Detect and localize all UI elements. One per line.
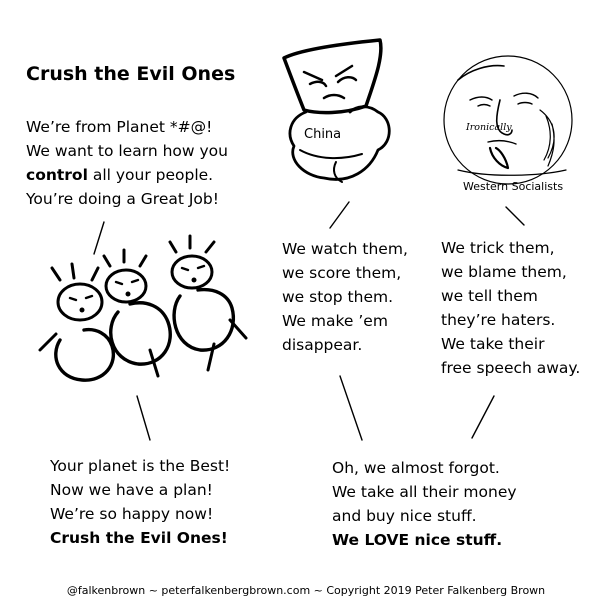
socialist-portrait — [444, 56, 572, 184]
reply-line-2: We take all their money — [332, 483, 517, 501]
intro-line-3 — [26, 163, 228, 187]
pointer-aliens — [137, 396, 150, 440]
aliens-line-2: Now we have a plan! — [50, 481, 213, 499]
china-line-2: we score them, — [282, 264, 402, 282]
pointer-socialists — [506, 207, 524, 225]
portrait-signature: Ironically — [466, 122, 512, 133]
intro-line-2: We want to learn how you — [26, 142, 228, 160]
intro-line-3-rest: all your people. — [87, 166, 214, 184]
intro-line-4: You’re doing a Great Job! — [26, 190, 219, 208]
socialists-speech — [441, 236, 580, 380]
pointer-reply-right — [472, 396, 494, 438]
china-line-5: disappear. — [282, 336, 363, 354]
western-socialists-sign: Western Socialists — [463, 180, 564, 193]
intro-control-word: control — [26, 166, 88, 184]
china-figure — [284, 40, 389, 182]
pointer-intro — [94, 222, 104, 254]
socialists-line-2: we blame them, — [441, 263, 567, 281]
china-speech — [282, 237, 408, 357]
pointer-china — [330, 202, 349, 228]
intro-line-1: We’re from Planet *#@! — [26, 118, 213, 136]
reply-line-3: and buy nice stuff. — [332, 507, 477, 525]
china-line-1: We watch them, — [282, 240, 408, 258]
aliens-speech — [50, 454, 230, 550]
pointer-reply-left — [340, 376, 362, 440]
intro-text — [26, 115, 228, 211]
reply-line-1: Oh, we almost forgot. — [332, 459, 500, 477]
aliens-line-1: Your planet is the Best! — [50, 457, 231, 475]
china-line-4: We make ’em — [282, 312, 388, 330]
socialists-line-4: they’re haters. — [441, 311, 556, 329]
copyright-footer: @falkenbrown ~ peterfalkenbergbrown.com ~ Copyright 2019 Peter Falkenberg Brown — [66, 584, 546, 597]
socialists-line-3: we tell them — [441, 287, 538, 305]
reply-speech — [332, 456, 517, 552]
socialists-line-6: free speech away. — [441, 359, 581, 377]
socialists-line-1: We trick them, — [441, 239, 555, 257]
aliens-bold-line: Crush the Evil Ones! — [50, 529, 228, 547]
aliens-line-3: We’re so happy now! — [50, 505, 214, 523]
china-label: China — [304, 127, 342, 142]
reply-bold-line: We LOVE nice stuff. — [332, 531, 503, 549]
alien-group — [40, 236, 246, 380]
cartoon-title: Crush the Evil Ones — [26, 63, 236, 85]
china-line-3: we stop them. — [282, 288, 394, 306]
socialists-line-5: We take their — [441, 335, 545, 353]
